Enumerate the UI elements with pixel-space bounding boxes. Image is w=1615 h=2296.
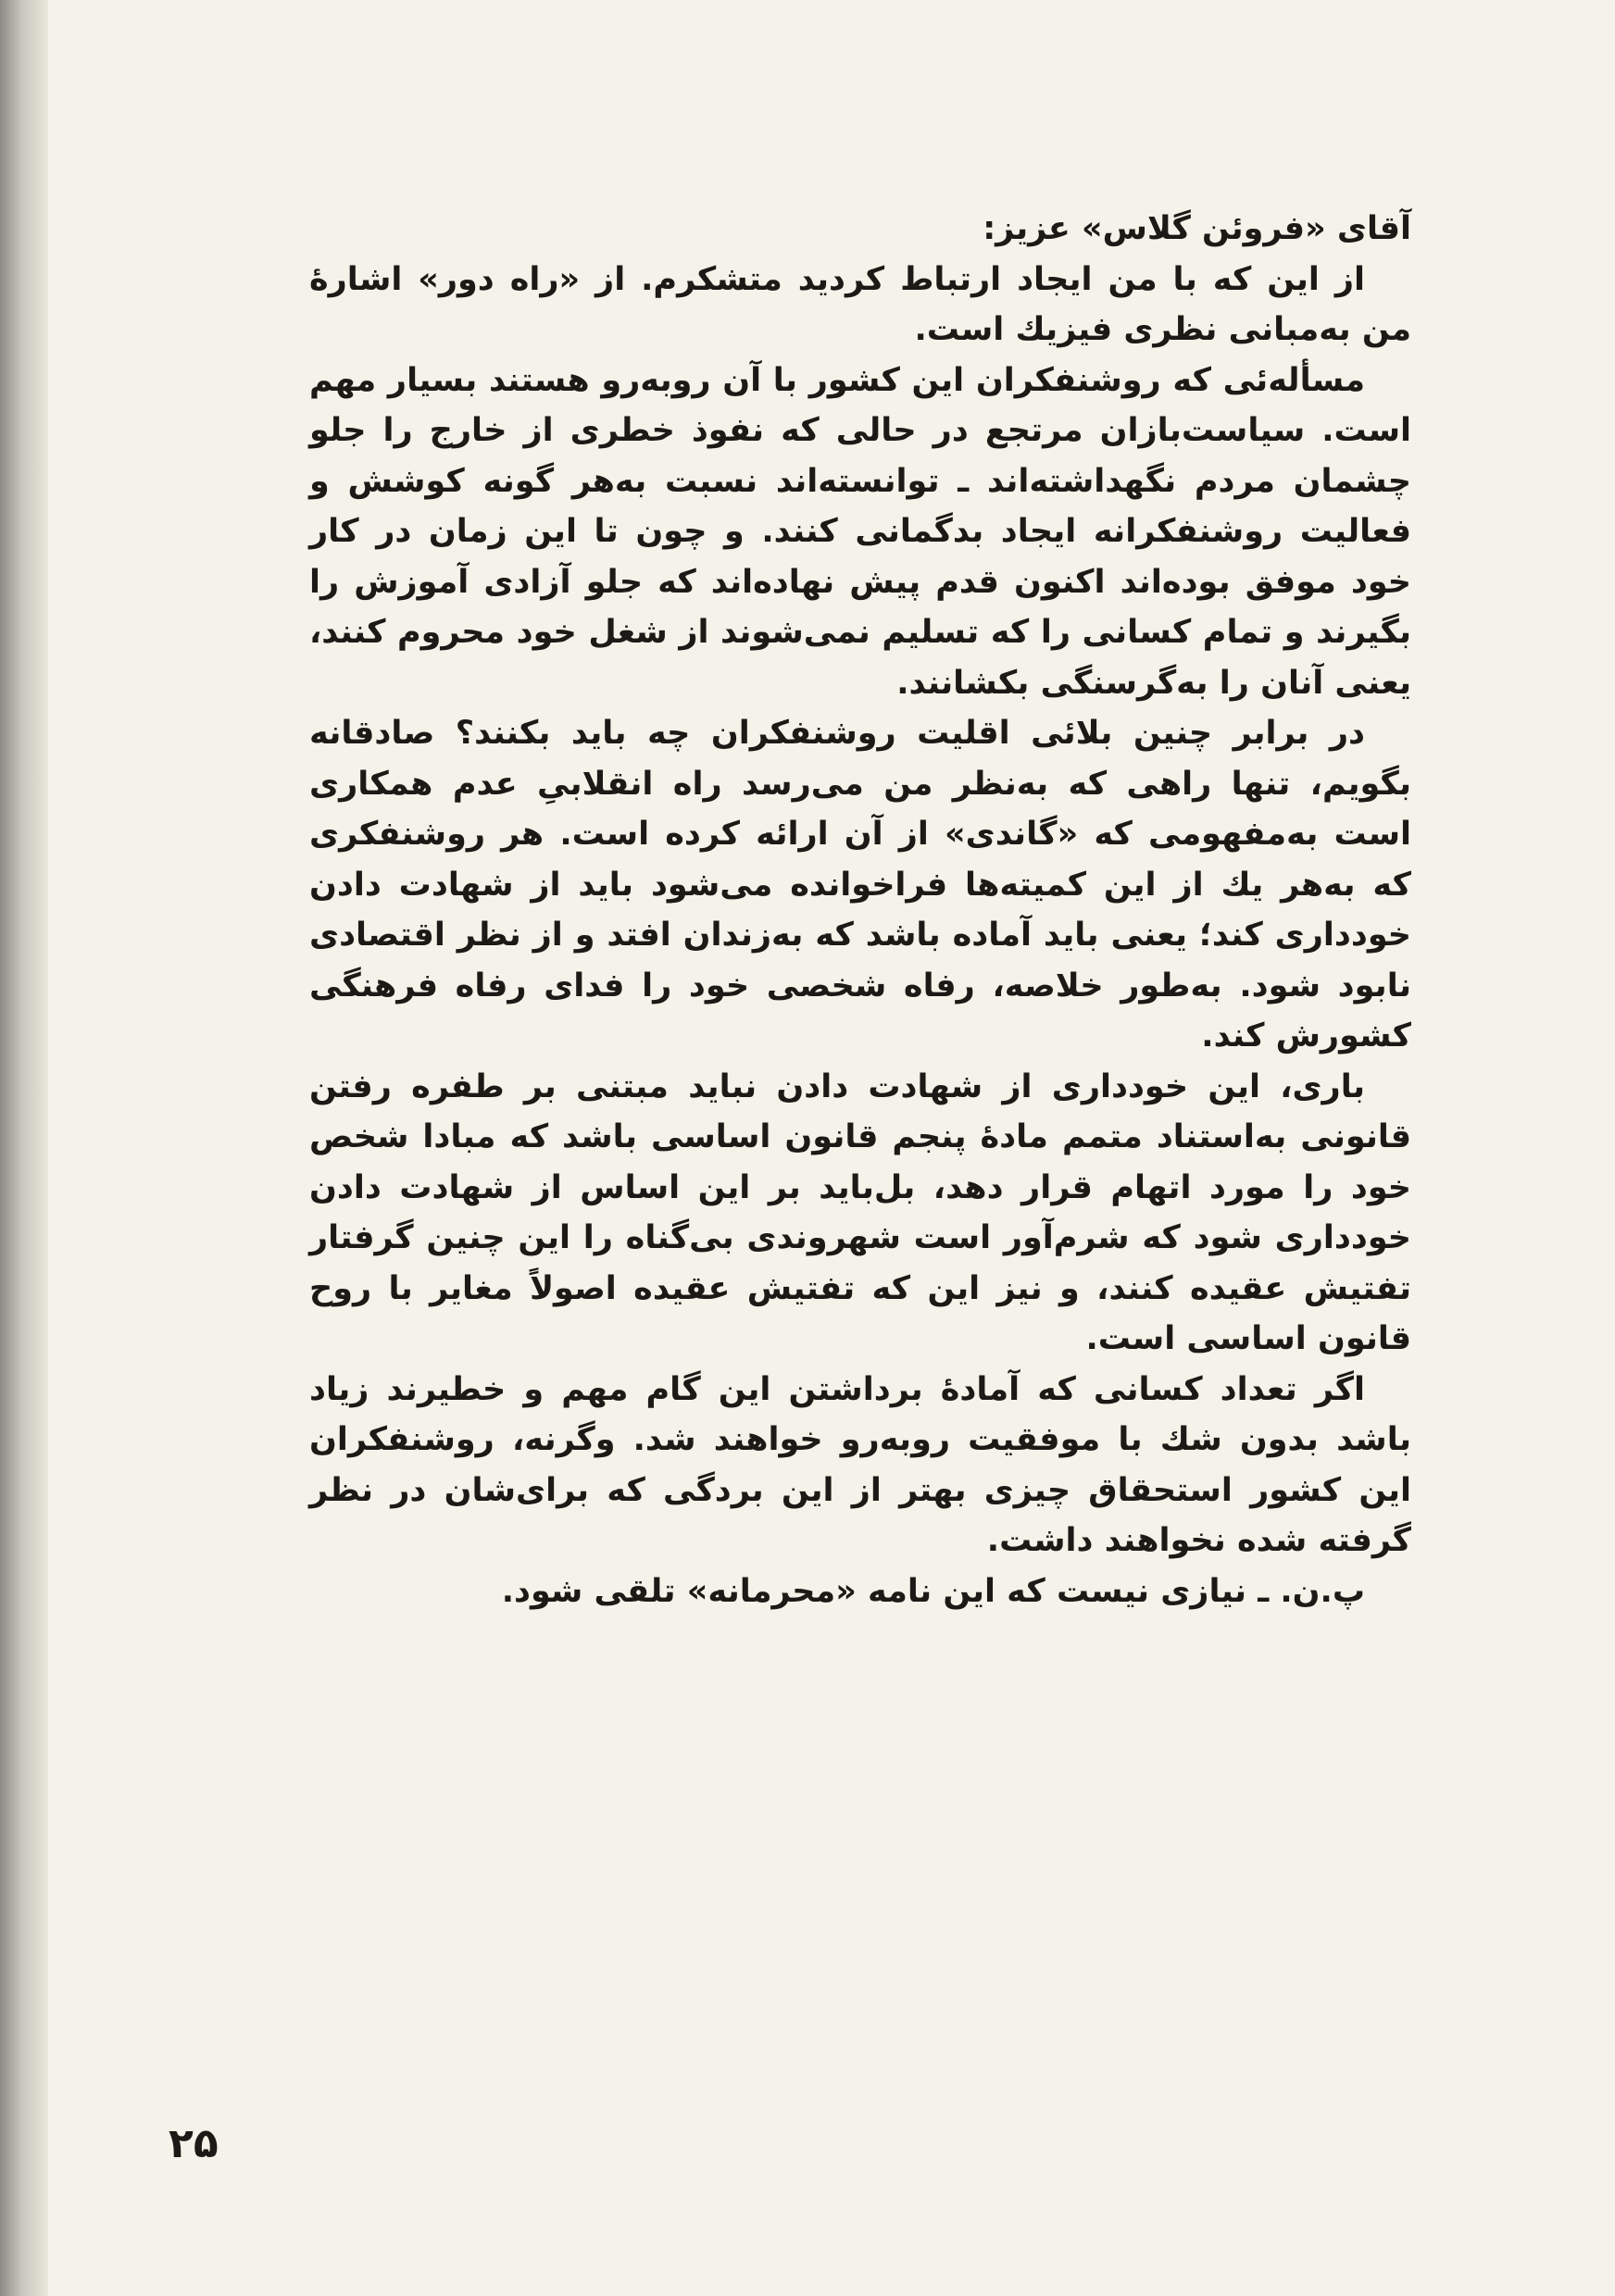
letter-postscript: پ.ن. ـ نیازی نیست که این نامه «محرمانه» تلقی شود. bbox=[501, 1572, 1365, 1610]
letter-paragraph-3: در برابر چنین بلائی اقلیت روشنفکران چه باید بکنند؟ صادقانه بگویم، تنها راهی که به‌نظر من می‌رسد راه انقلابیِ عدم همکاری است به‌مفهومی که «گاندی» از آن ارائه کرده است. هر روشنفکری که به‌هر یك از این کمیته‌ها فراخوانده می‌شود باید از شهادت دادن خودداری کند؛ یعنی باید آماده باشد که به‌زندان افتد و از نظر اقتصادی نابود شود. به‌طور خلاصه، رفاه شخصی خود را فدای رفاه فرهنگی کشورش کند. bbox=[309, 715, 1411, 1054]
letter-paragraph-5: اگر تعداد کسانی که آمادهٔ برداشتن این گام مهم و خطیرند زیاد باشد بدون شك با موفقیت روبه‌رو خواهند شد. وگرنه، روشنفکران این کشور استحقاق چیزی بهتر از این بردگی که برای‌شان در نظر گرفته شده نخواهند داشت. bbox=[309, 1370, 1411, 1559]
letter-paragraph-1: از این که با من ایجاد ارتباط کردید متشکرم. از «راه دور» اشارهٔ من به‌مبانی نظری فیزیك است. bbox=[309, 260, 1411, 348]
letter-body bbox=[309, 204, 1411, 1616]
book-page bbox=[48, 0, 1615, 2296]
page-number: ۲۵ bbox=[169, 2120, 219, 2167]
binding-shadow bbox=[0, 0, 48, 2296]
letter-paragraph-4: باری، این خودداری از شهادت دادن نباید مبتنی بر طفره رفتن قانونی به‌استناد متمم مادهٔ پنجم قانون اساسی باشد که مبادا شخص خود را مورد اتهام قرار دهد، بل‌باید بر این اساس از شهادت دادن خودداری شود که شرم‌آور است شهروندی بی‌گناه را این چنین گرفتار تفتیش عقیده کنند، و نیز این که تفتیش عقیده اصولاً مغایر با روح قانون اساسی است. bbox=[309, 1067, 1411, 1357]
letter-salutation: آقای «فروئن گلاس» عزیز: bbox=[983, 210, 1411, 247]
letter-paragraph-2: مسأله‌ئی که روشنفکران این کشور با آن روبه‌رو هستند بسیار مهم است. سیاست‌بازان مرتجع در حالی که نفوذ خطری از خارج را جلو چشمان مردم نگهداشته‌اند ـ توانسته‌اند نسبت به‌هر گونه کوشش و فعالیت روشنفکرانه ایجاد بدگمانی کنند. و چون تا این زمان در کار خود موفق بوده‌اند اکنون قدم پیش نهاده‌اند که جلو آزادی آموزش را بگیرند و تمام کسانی را که تسلیم نمی‌شوند از شغل خود محروم کنند، یعنی آنان را به‌گرسنگی بکشانند. bbox=[309, 361, 1411, 702]
